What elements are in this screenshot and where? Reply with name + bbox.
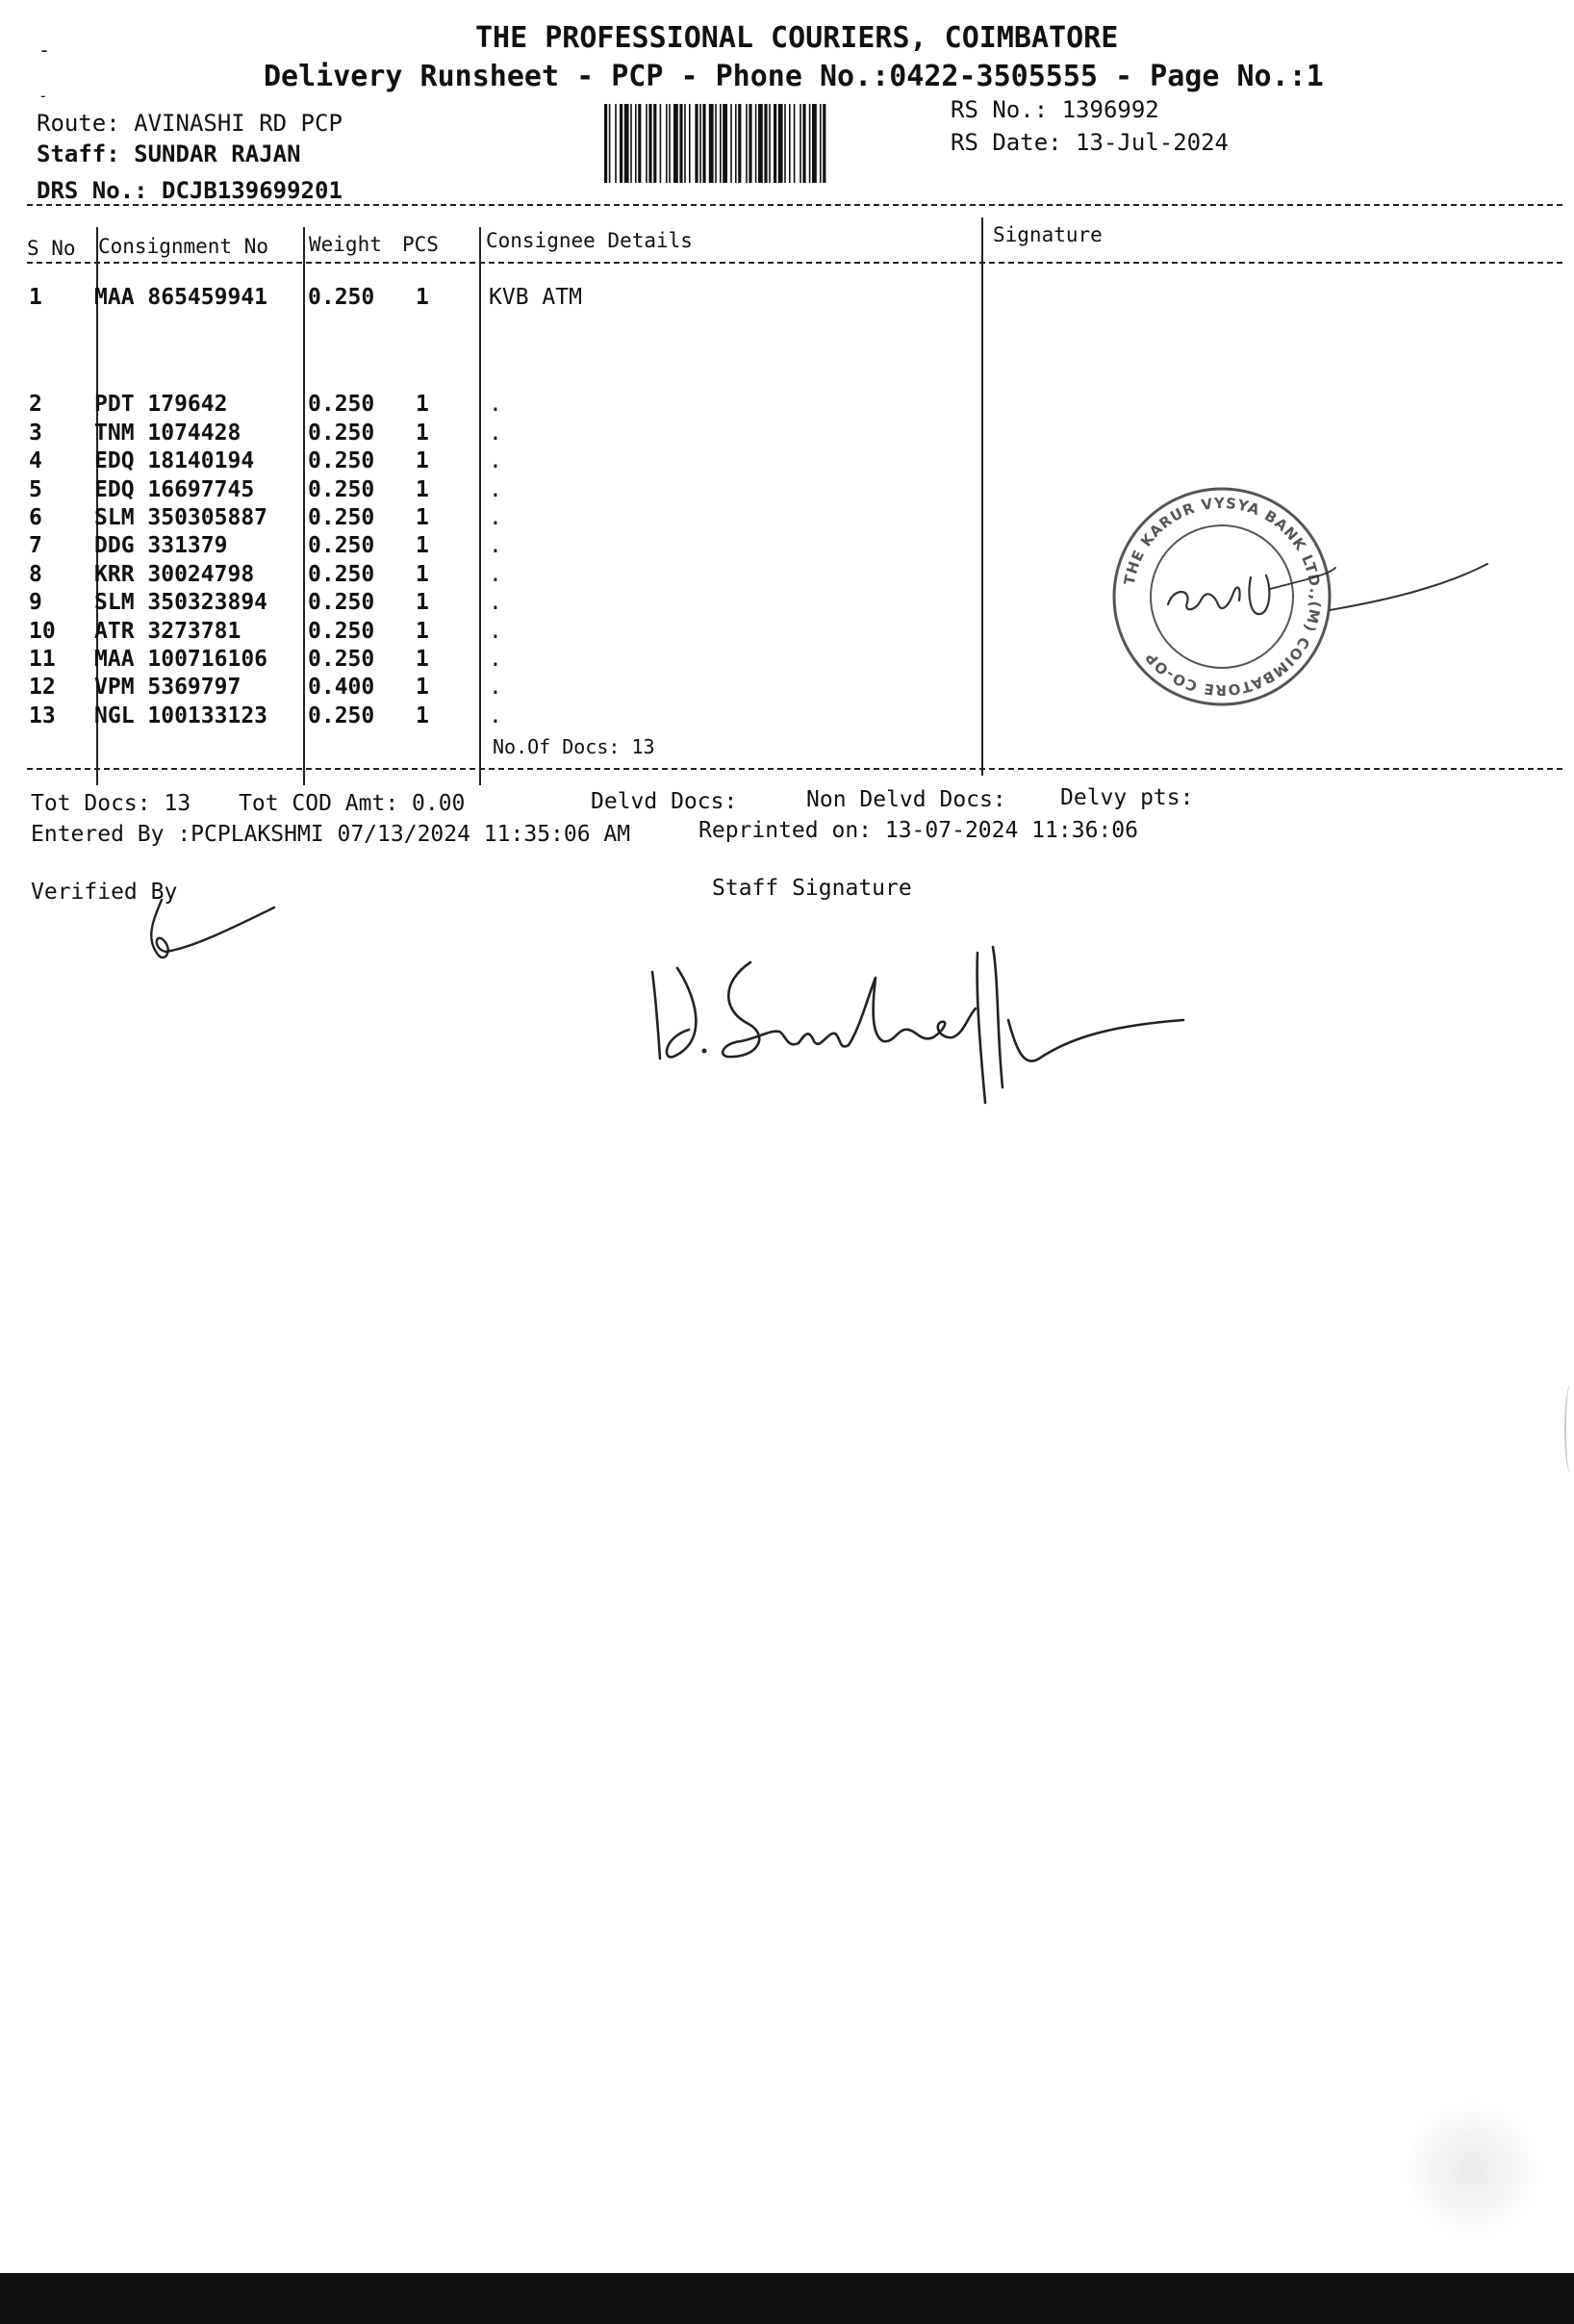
cell-sno: 2 bbox=[29, 392, 42, 418]
cell-consignment: DDG 331379 bbox=[94, 533, 228, 559]
cell-weight: 0.250 bbox=[308, 505, 375, 530]
cell-weight: 0.250 bbox=[308, 647, 375, 672]
verified-by-label: Verified By bbox=[31, 880, 178, 905]
cell-pcs: 1 bbox=[416, 285, 429, 310]
staff-handwritten-signature bbox=[635, 924, 1193, 1116]
cell-pcs: 1 bbox=[416, 533, 429, 559]
col-header-signature: Signature bbox=[993, 223, 1103, 246]
cell-sno: 1 bbox=[29, 285, 42, 310]
table-row bbox=[0, 703, 1574, 732]
cell-details: . bbox=[489, 476, 502, 502]
col-header-weight: Weight bbox=[309, 233, 382, 256]
entered-by: Entered By :PCPLAKSHMI 07/13/2024 11:35:06 AM bbox=[31, 822, 631, 847]
route-label: Route: bbox=[37, 110, 120, 137]
cell-weight: 0.400 bbox=[308, 675, 375, 701]
cell-weight: 0.250 bbox=[308, 533, 375, 559]
cell-consignment: ATR 3273781 bbox=[94, 618, 241, 644]
staff-value: SUNDAR RAJAN bbox=[134, 140, 301, 167]
table-row bbox=[0, 477, 1574, 506]
cell-details: . bbox=[489, 590, 502, 616]
bank-seal-stamp bbox=[1106, 481, 1337, 712]
cell-sno: 5 bbox=[29, 476, 42, 502]
verified-by-signature bbox=[135, 890, 289, 967]
table-top-rule bbox=[27, 204, 1562, 206]
table-row bbox=[0, 285, 1574, 314]
cell-pcs: 1 bbox=[416, 476, 429, 502]
col-header-sno: S No bbox=[27, 237, 76, 260]
cell-weight: 0.250 bbox=[308, 448, 375, 474]
cell-details: . bbox=[489, 702, 502, 728]
cell-consignment: SLM 350305887 bbox=[94, 505, 268, 530]
svg-text:THE KARUR VYSYA BANK LTD.,(M): THE KARUR VYSYA BANK LTD.,(M) COIMBATORE CO-OP bbox=[1120, 494, 1325, 700]
margin-mark-2: - bbox=[38, 87, 48, 105]
route-line bbox=[37, 110, 343, 137]
table-row bbox=[0, 392, 1574, 421]
cell-sno: 12 bbox=[29, 675, 56, 701]
cell-details: . bbox=[489, 420, 502, 446]
drs-line bbox=[37, 177, 343, 204]
cell-sno: 11 bbox=[29, 647, 56, 672]
cell-weight: 0.250 bbox=[308, 476, 375, 502]
cell-sno: 10 bbox=[29, 618, 56, 644]
cell-pcs: 1 bbox=[416, 647, 429, 672]
table-row bbox=[0, 647, 1574, 676]
stamp-tail-stroke bbox=[1328, 558, 1491, 616]
staff-label: Staff: bbox=[37, 140, 120, 167]
table-row bbox=[0, 421, 1574, 449]
rs-date-value: 13-Jul-2024 bbox=[1076, 129, 1229, 156]
staff-line bbox=[37, 140, 301, 167]
cell-details: . bbox=[489, 392, 502, 418]
table-row bbox=[0, 619, 1574, 648]
margin-mark-1: - bbox=[38, 38, 51, 62]
cell-pcs: 1 bbox=[416, 561, 429, 587]
cell-weight: 0.250 bbox=[308, 702, 375, 728]
cell-sno: 3 bbox=[29, 420, 42, 446]
cell-sno: 4 bbox=[29, 448, 42, 474]
tot-cod-amt: Tot COD Amt: 0.00 bbox=[239, 791, 466, 816]
cell-details: . bbox=[489, 505, 502, 530]
table-row bbox=[0, 448, 1574, 477]
rs-no-value: 1396992 bbox=[1061, 96, 1159, 123]
cell-consignment: PDT 179642 bbox=[94, 392, 228, 418]
col-header-details: Consignee Details bbox=[486, 229, 693, 252]
no-of-docs: No.Of Docs: 13 bbox=[493, 735, 655, 758]
staff-signature-label: Staff Signature bbox=[712, 876, 912, 901]
cell-consignment: EDQ 18140194 bbox=[94, 448, 255, 474]
col-header-consignment: Consignment No bbox=[98, 235, 269, 258]
cell-details: KVB ATM bbox=[489, 285, 582, 310]
cell-details: . bbox=[489, 561, 502, 587]
company-title: THE PROFESSIONAL COURIERS, COIMBATORE bbox=[475, 21, 1119, 55]
cell-consignment: NGL 100133123 bbox=[94, 702, 268, 728]
scan-smudge bbox=[1405, 2098, 1539, 2242]
scan-bottom-edge bbox=[0, 2273, 1574, 2324]
cell-pcs: 1 bbox=[416, 448, 429, 474]
table-row bbox=[0, 505, 1574, 534]
barcode-image bbox=[604, 104, 926, 183]
cell-consignment: MAA 865459941 bbox=[94, 285, 268, 310]
rs-date-label: RS Date: bbox=[951, 129, 1062, 156]
table-header-rule bbox=[27, 262, 1562, 264]
page-edge-mark bbox=[1564, 1386, 1574, 1472]
cell-weight: 0.250 bbox=[308, 285, 375, 310]
cell-consignment: KRR 30024798 bbox=[94, 561, 255, 587]
cell-consignment: VPM 5369797 bbox=[94, 675, 241, 701]
runsheet-subtitle: Delivery Runsheet - PCP - Phone No.:0422-3505555 - Page No.:1 bbox=[264, 60, 1324, 93]
cell-sno: 8 bbox=[29, 561, 42, 587]
cell-sno: 7 bbox=[29, 533, 42, 559]
cell-pcs: 1 bbox=[416, 392, 429, 418]
cell-consignment: TNM 1074428 bbox=[94, 420, 241, 446]
cell-weight: 0.250 bbox=[308, 561, 375, 587]
cell-details: . bbox=[489, 618, 502, 644]
cell-consignment: SLM 350323894 bbox=[94, 590, 268, 616]
col-header-pcs: PCS bbox=[402, 233, 439, 256]
rs-date-line bbox=[951, 129, 1229, 156]
cell-sno: 6 bbox=[29, 505, 42, 530]
cell-consignment: MAA 100716106 bbox=[94, 647, 268, 672]
cell-pcs: 1 bbox=[416, 590, 429, 616]
reprinted-on: Reprinted on: 13-07-2024 11:36:06 bbox=[698, 818, 1138, 843]
cell-details: . bbox=[489, 675, 502, 701]
cell-weight: 0.250 bbox=[308, 420, 375, 446]
cell-consignment: EDQ 16697745 bbox=[94, 476, 255, 502]
cell-pcs: 1 bbox=[416, 420, 429, 446]
cell-sno: 9 bbox=[29, 590, 42, 616]
drs-value: DCJB139699201 bbox=[162, 177, 343, 204]
cell-weight: 0.250 bbox=[308, 392, 375, 418]
delvy-pts: Delvy pts: bbox=[1060, 785, 1194, 810]
cell-weight: 0.250 bbox=[308, 618, 375, 644]
cell-pcs: 1 bbox=[416, 505, 429, 530]
cell-details: . bbox=[489, 448, 502, 474]
rs-no-line bbox=[951, 96, 1159, 123]
table-bottom-rule bbox=[27, 768, 1562, 770]
delvd-docs: Delvd Docs: bbox=[591, 789, 738, 814]
cell-details: . bbox=[489, 533, 502, 559]
drs-label: DRS No.: bbox=[37, 177, 148, 204]
cell-pcs: 1 bbox=[416, 618, 429, 644]
cell-pcs: 1 bbox=[416, 702, 429, 728]
cell-sno: 13 bbox=[29, 702, 56, 728]
non-delvd-docs: Non Delvd Docs: bbox=[806, 787, 1006, 812]
rs-no-label: RS No.: bbox=[951, 96, 1049, 123]
cell-details: . bbox=[489, 647, 502, 672]
table-row bbox=[0, 675, 1574, 703]
tot-docs: Tot Docs: 13 bbox=[31, 791, 191, 816]
cell-weight: 0.250 bbox=[308, 590, 375, 616]
route-value: AVINASHI RD PCP bbox=[134, 110, 343, 137]
cell-pcs: 1 bbox=[416, 675, 429, 701]
